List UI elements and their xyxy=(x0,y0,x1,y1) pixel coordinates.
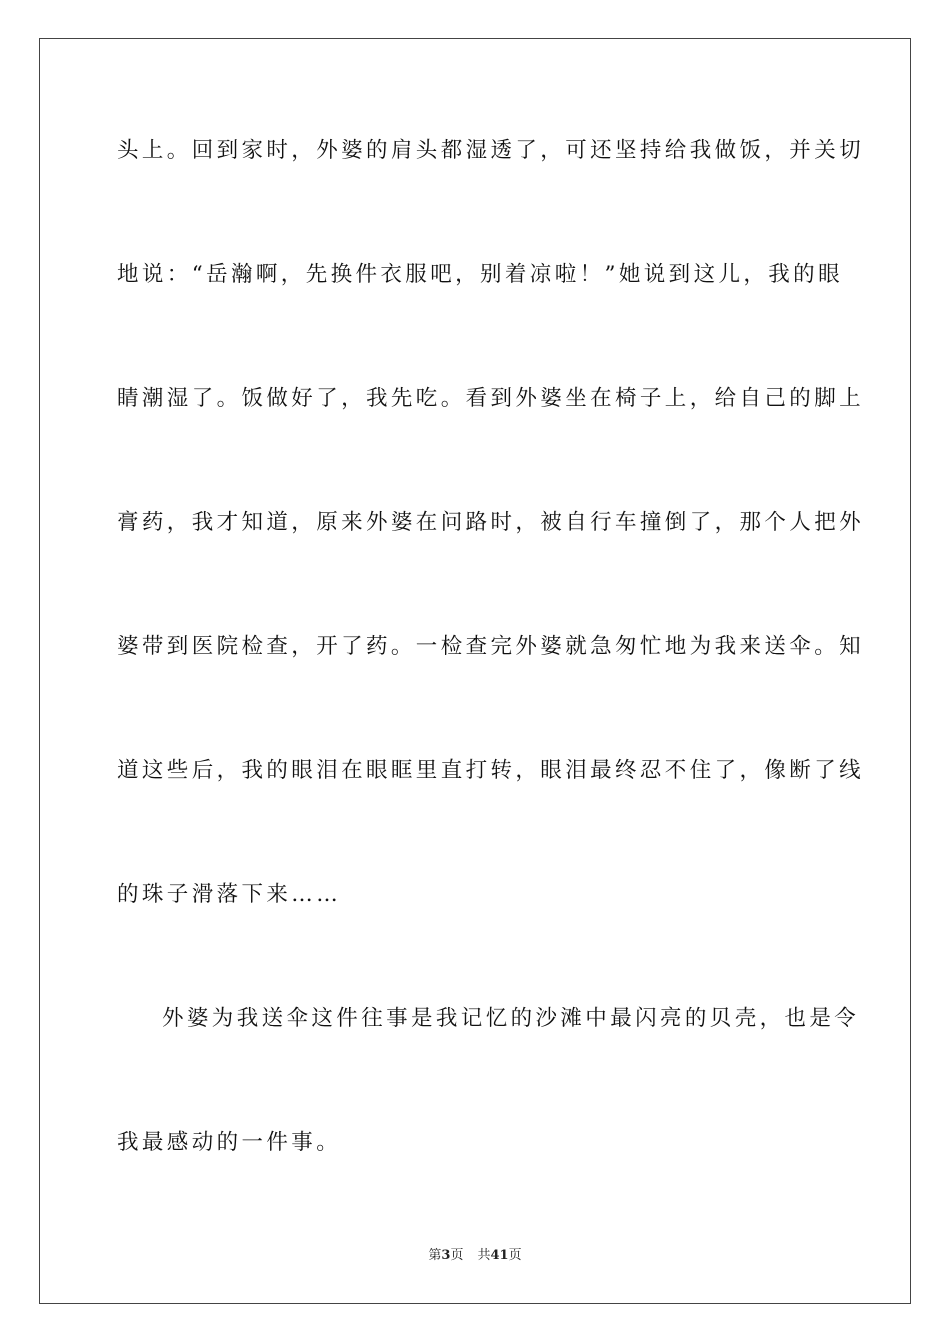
text-line-8-paragraph-start: 外婆为我送伞这件往事是我记忆的沙滩中最闪亮的贝壳，也是令 xyxy=(162,1006,860,1031)
text-line-9: 我最感动的一件事。 xyxy=(117,1130,342,1155)
document-body xyxy=(117,128,865,1244)
text-line-1: 头上。回到家时，外婆的肩头都湿透了，可还坚持给我做饭，并关切 xyxy=(117,138,865,163)
page-suffix: 页 xyxy=(450,1248,464,1263)
text-line-4: 膏药，我才知道，原来外婆在问路时，被自行车撞倒了，那个人把外 xyxy=(117,510,865,535)
text-line-3: 睛潮湿了。饭做好了，我先吃。看到外婆坐在椅子上，给自己的脚上 xyxy=(117,386,865,411)
total-suffix: 页 xyxy=(508,1248,522,1263)
page-number: 3 xyxy=(441,1248,451,1263)
text-line-7: 的珠子滑落下来…… xyxy=(117,882,342,907)
page-footer xyxy=(0,1246,950,1266)
text-line-5: 婆带到医院检查，开了药。一检查完外婆就急匆忙地为我来送伞。知 xyxy=(117,634,865,659)
page-prefix: 第 xyxy=(428,1248,442,1263)
total-prefix: 共 xyxy=(477,1248,491,1263)
text-line-6: 道这些后，我的眼泪在眼眶里直打转，眼泪最终忍不住了，像断了线 xyxy=(117,758,865,783)
total-pages: 41 xyxy=(490,1248,509,1263)
text-line-2: 地说：“岳瀚啊，先换件衣服吧，别着凉啦！”她说到这儿，我的眼 xyxy=(117,262,843,287)
